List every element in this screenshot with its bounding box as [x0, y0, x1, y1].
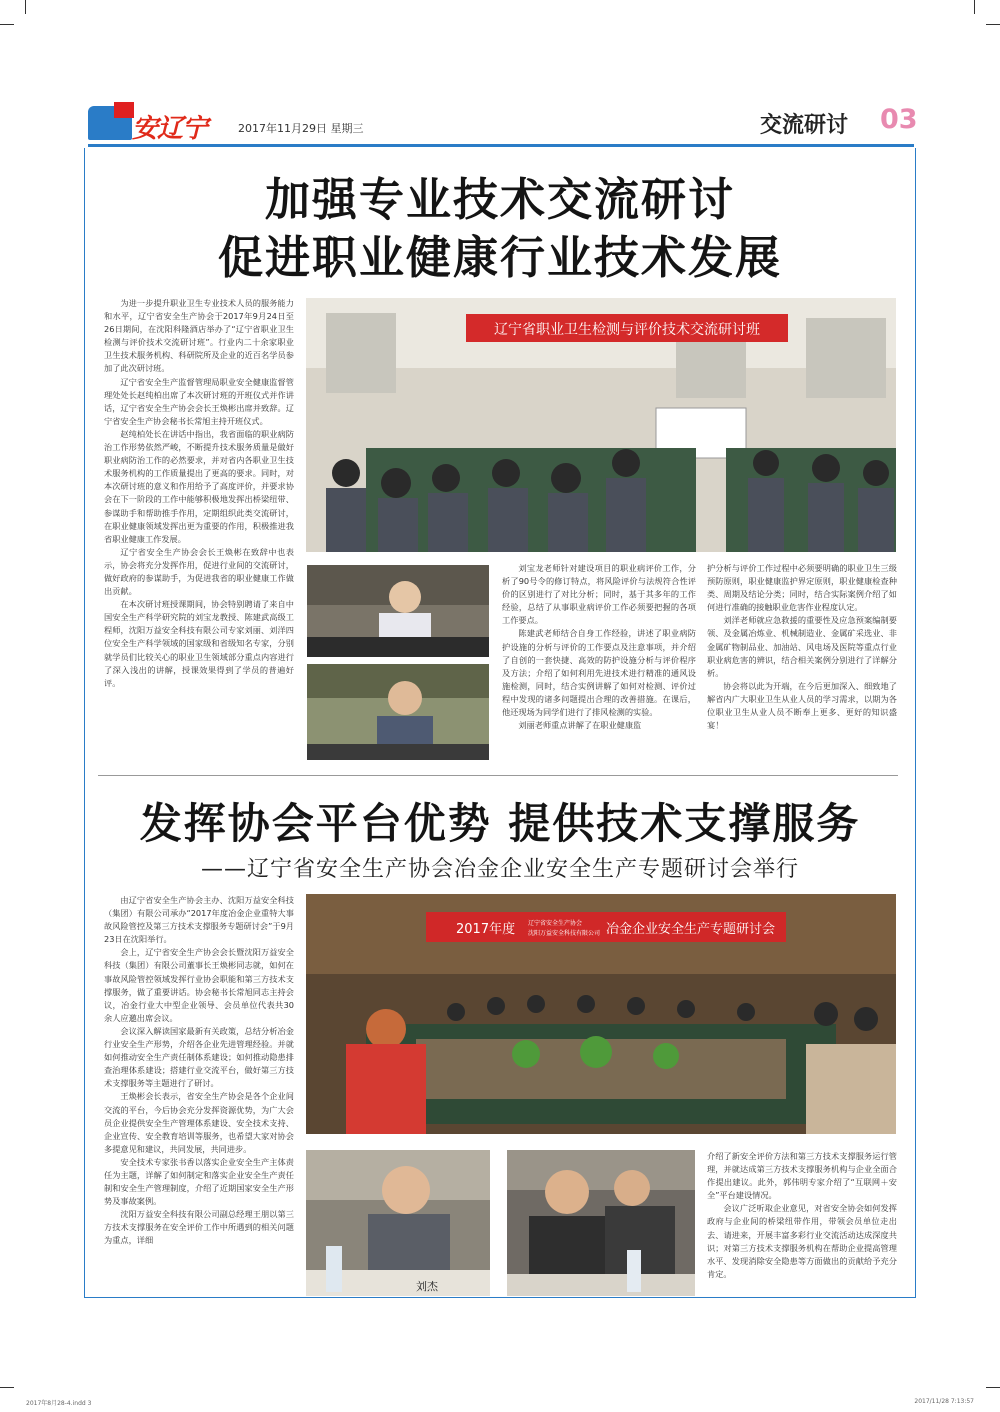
- paragraph: 会议广泛听取企业意见，对省安全协会如何发挥政府与企业间的桥梁纽带作用，带领会员单位走出去、请进来，开展丰富多彩行业交流活动达成深度共识；对第三方技术支撑服务机构在帮助企业提高管理水平、发现消除安全隐患等方面做出的贡献给予充分肯定。: [707, 1203, 897, 1279]
- article2-column-1: [104, 894, 294, 1292]
- article1-title-line1: 加强专业技术交流研讨: [264, 173, 735, 226]
- seminar-meeting-photo: [306, 894, 896, 1134]
- attendees-photo: [507, 1150, 695, 1296]
- article-divider: [98, 775, 898, 776]
- page-number: 03: [880, 104, 918, 135]
- paragraph: 在本次研讨班授课期间，协会特别聘请了来自中国安全生产科学研究院的刘宝龙教授、陈建武高级工程师，沈阳万益安全科技有限公司专家刘丽、刘洋四位安全生产科学领域的国家级和省级知名专家，分别就学员们比较关心的职业卫生领域部分重点内容进行了深入浅出的讲解，授课效果得到了学员的普遍好评。: [104, 599, 294, 688]
- training-class-photo: [306, 298, 896, 552]
- crop-mark: [974, 0, 975, 14]
- article2-title: 发挥协会平台优势 提供技术支撑服务: [139, 799, 861, 848]
- article2-subtitle: ——辽宁省安全生产协会冶金企业安全生产专题研讨会举行: [200, 857, 799, 882]
- crop-mark: [0, 1387, 14, 1388]
- paragraph: 安全技术专家张书香以落实企业安全生产主体责任为主题，详解了如何制定和落实企业安全生产责任制和安全生产管理制度，介绍了近期国家安全生产形势及事故案例。: [104, 1156, 294, 1207]
- seminar-banner-year: 2017年度: [456, 922, 516, 937]
- paragraph: 会议深入解读国家最新有关政策，总结分析冶金行业安全生产形势，介绍各企业先进管理经验。并就如何推动安全生产责任制体系建设；如何推动隐患排查治理体系建设；搭建行业交流平台，做好第三方技术支撑服务等主题进行了研讨。: [104, 1025, 294, 1089]
- section-title: 交流研讨: [760, 113, 849, 138]
- header-rule: [88, 144, 914, 147]
- article1-column-3: [707, 562, 897, 768]
- logo-text: 安辽宁: [132, 114, 208, 144]
- paragraph: 刘丽老师重点讲解了在职业健康监: [518, 720, 642, 731]
- footer-file-slug: 2017年8月28-4.indd 3: [26, 1400, 92, 1407]
- article2-column-3: [707, 1150, 897, 1296]
- article1-column-2: [502, 562, 696, 768]
- paragraph: 赵纯柏处长在讲话中指出，我省面临的职业病防治工作形势依然严峻，不断提升技术服务质量是做好职业病防治工作的必然要求，并对省内各职业卫生技术服务机构的工作质量提出了更高的要求。同时，对本次研讨班的意义和作用给予了高度评价，并要求协会在下一阶段的工作中能够积极地发挥出桥梁纽带、参谋助手和帮助推手作用，定期组织此类交流研讨，在职业健康领域发挥出更为重要的作用，积极推进我省职业健康工作发展。: [104, 428, 294, 544]
- article1-title-line2: 促进职业健康行业技术发展: [217, 231, 782, 284]
- flag-icon: [114, 102, 134, 118]
- paragraph: 王焕彬会长表示，省安全生产协会是各个企业间交流的平台，今后协会充分发挥资源优势，为广大会员企业提供安全生产管理体系建设、安全技术支持、企业宣传、安全教育培训等服务，也希望大家对协会多提意见和建议，共同发展，共同进步。: [104, 1091, 294, 1154]
- paragraph: 协会将以此为开端，在今后更加深入、细致地了解省内广大职业卫生从业人员的学习需求，以期为各位职业卫生从业人员不断奉上更多、更好的知识盛宴！: [707, 680, 897, 731]
- paragraph: 会上，辽宁省安全生产协会会长暨沈阳万益安全科技（集团）有限公司董事长王焕彬同志就，如何在事故风险管控领域发挥行业协会职能和第三方技术支撑服务，做了重要讲话。协会秘书长常旭同志主持会议，冶金行业大中型企业领导、会员单位代表共30余人应邀出席会议。: [104, 947, 294, 1023]
- paragraph: 辽宁省安全生产协会会长王焕彬在致辞中也表示，协会将充分发挥作用，促进行业间的交流研讨，做好政府的参谋助手，为促进我省的职业健康工作做出贡献。: [104, 546, 294, 597]
- crop-mark: [25, 0, 26, 14]
- footer-timestamp: 2017/11/28 7:13:57: [914, 1398, 974, 1405]
- seminar-banner-topic: 冶金企业安全生产专题研讨会: [606, 922, 776, 937]
- paragraph: 辽宁省安全生产监督管理局职业安全健康监督管理处处长赵纯柏出席了本次研讨班的开班仪式并作讲话，辽宁省安全生产协会会长王焕彬出席并致辞。辽宁省安全生产协会秘书长常旭主持开班仪式。: [104, 376, 294, 426]
- speaker-photo-3: [306, 1150, 490, 1296]
- paragraph: 刘洋老师就应急救援的重要性及应急预案编制要领、及金属冶炼业、机械制造业、金属矿采选业、非金属矿物制品业、加油站、风电场及医院等重点行业职业病危害的辨识，结合相关案例分别进行了详解分析。: [707, 615, 897, 678]
- paragraph: 陈建武老师结合自身工作经验，讲述了职业病防护设施的分析与评价的工作要点及注意事项，并介绍了自创的一套快捷、高效的防护设施分析与评价程序及方法；介绍了如何利用先进技术进行精准的通风设施检测，同时，结合实例讲解了如何对检测、评价过程中发现的诸多问题提出合理的改善措施。在课后，他还现场为同学们进行了排风检测的实验。: [502, 628, 696, 718]
- paragraph: 刘宝龙老师针对建设项目的职业病评价工作，分析了90号令的修订特点，将风险评价与法规符合性评价的区别进行了对比分析；同时，基于其多年的工作经验，总结了从事职业病评价工作必须要把握的各项工作要点。: [502, 563, 696, 626]
- paragraph: 为进一步提升职业卫生专业技术人员的服务能力和水平，辽宁省安全生产协会于2017年9月24日至26日期间，在沈阳科隆酒店举办了“辽宁省职业卫生检测与评价技术交流研讨班”。行业内二十余家职业卫生技术服务机构、科研院所及企业的近百名学员参加了此次研讨班。: [104, 298, 294, 374]
- speaker-nameplate: 刘杰: [416, 1280, 438, 1293]
- seminar-banner-org-1: 辽宁省安全生产协会: [528, 920, 583, 927]
- crop-mark: [986, 1387, 1000, 1388]
- training-banner-text: 辽宁省职业卫生检测与评价技术交流研讨班: [494, 322, 760, 338]
- seminar-banner-org-2: 沈阳万益安全科技有限公司: [528, 930, 601, 937]
- speaker-photo-1: [307, 565, 489, 657]
- paragraph: 沈阳万益安全科技有限公司副总经理王朋以第三方技术支撑服务在安全评价工作中所遇到的相关问题为重点，详细: [104, 1209, 294, 1246]
- article1-column-1: [104, 297, 294, 767]
- paragraph: 介绍了新安全评价方法和第三方技术支撑服务运行管理，并就达成第三方技术支撑服务机构与企业全面合作提出建议。此外，郭伟明专家介绍了“互联网＋安全”平台建设情况。: [707, 1151, 897, 1201]
- newspaper-logo: [88, 102, 228, 142]
- speaker-photo-2: [307, 664, 489, 760]
- crop-mark: [986, 24, 1000, 25]
- paragraph: 由辽宁省安全生产协会主办、沈阳万益安全科技（集团）有限公司承办“2017年度冶金企业重特大事故风险管控及第三方技术支撑服务专题研讨会”于9月23日在沈阳举行。: [104, 895, 294, 945]
- issue-date: 2017年11月29日 星期三: [238, 122, 364, 135]
- crop-mark: [0, 24, 14, 25]
- paragraph: 护分析与评价工作过程中必须要明确的职业卫生三级预防原则，职业健康监护界定原则，职业健康检查种类、周期及结论分类；同时，结合实际案例介绍了如何进行准确的接触职业危害作业程度认定。: [707, 563, 897, 613]
